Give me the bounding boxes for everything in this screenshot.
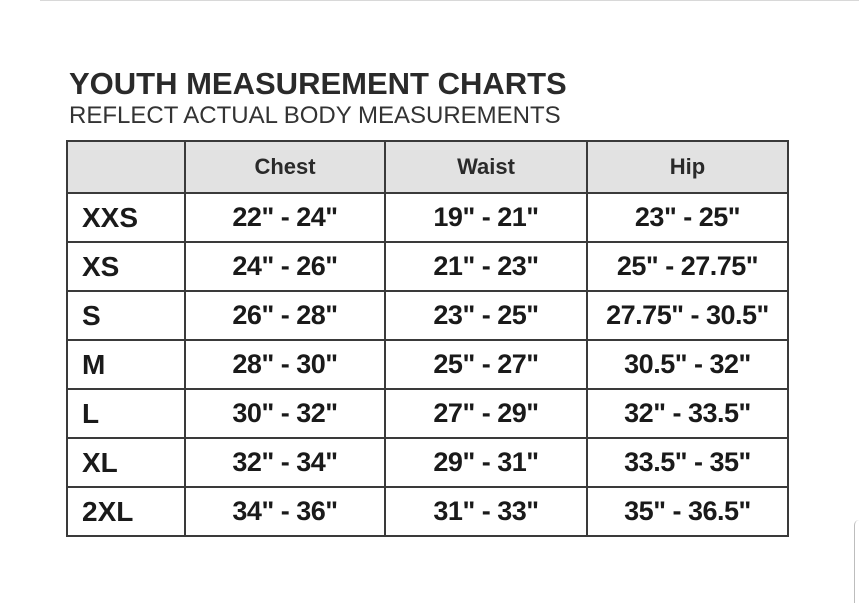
size-label: 2XL — [67, 487, 185, 536]
hip-value: 33.5" - 35" — [587, 438, 788, 487]
table-row — [67, 193, 788, 242]
table-row — [67, 242, 788, 291]
hip-value: 35" - 36.5" — [587, 487, 788, 536]
size-label: L — [67, 389, 185, 438]
header-corner-cell — [67, 141, 185, 193]
page-subtitle: REFLECT ACTUAL BODY MEASUREMENTS — [69, 102, 561, 129]
table-row — [67, 340, 788, 389]
hip-value: 23" - 25" — [587, 193, 788, 242]
waist-value: 21" - 23" — [385, 242, 587, 291]
waist-value: 23" - 25" — [385, 291, 587, 340]
waist-value: 25" - 27" — [385, 340, 587, 389]
measurement-table — [66, 140, 789, 537]
chest-value: 34" - 36" — [185, 487, 385, 536]
chest-value: 32" - 34" — [185, 438, 385, 487]
chest-value: 24" - 26" — [185, 242, 385, 291]
table-row — [67, 291, 788, 340]
top-divider — [40, 0, 859, 1]
waist-value: 31" - 33" — [385, 487, 587, 536]
size-label: XL — [67, 438, 185, 487]
hip-value: 30.5" - 32" — [587, 340, 788, 389]
table-row — [67, 487, 788, 536]
chest-value: 26" - 28" — [185, 291, 385, 340]
waist-value: 29" - 31" — [385, 438, 587, 487]
chest-value: 28" - 30" — [185, 340, 385, 389]
hip-value: 25" - 27.75" — [587, 242, 788, 291]
column-header-chest: Chest — [185, 141, 385, 193]
chest-value: 30" - 32" — [185, 389, 385, 438]
column-header-waist: Waist — [385, 141, 587, 193]
table-header-row — [67, 141, 788, 193]
table-row — [67, 389, 788, 438]
size-label: S — [67, 291, 185, 340]
size-label: M — [67, 340, 185, 389]
chest-value: 22" - 24" — [185, 193, 385, 242]
page-edge-curve — [854, 520, 859, 603]
waist-value: 27" - 29" — [385, 389, 587, 438]
page-title: YOUTH MEASUREMENT CHARTS — [69, 66, 567, 101]
size-label: XS — [67, 242, 185, 291]
hip-value: 32" - 33.5" — [587, 389, 788, 438]
size-label: XXS — [67, 193, 185, 242]
waist-value: 19" - 21" — [385, 193, 587, 242]
table-row — [67, 438, 788, 487]
column-header-hip: Hip — [587, 141, 788, 193]
hip-value: 27.75" - 30.5" — [587, 291, 788, 340]
